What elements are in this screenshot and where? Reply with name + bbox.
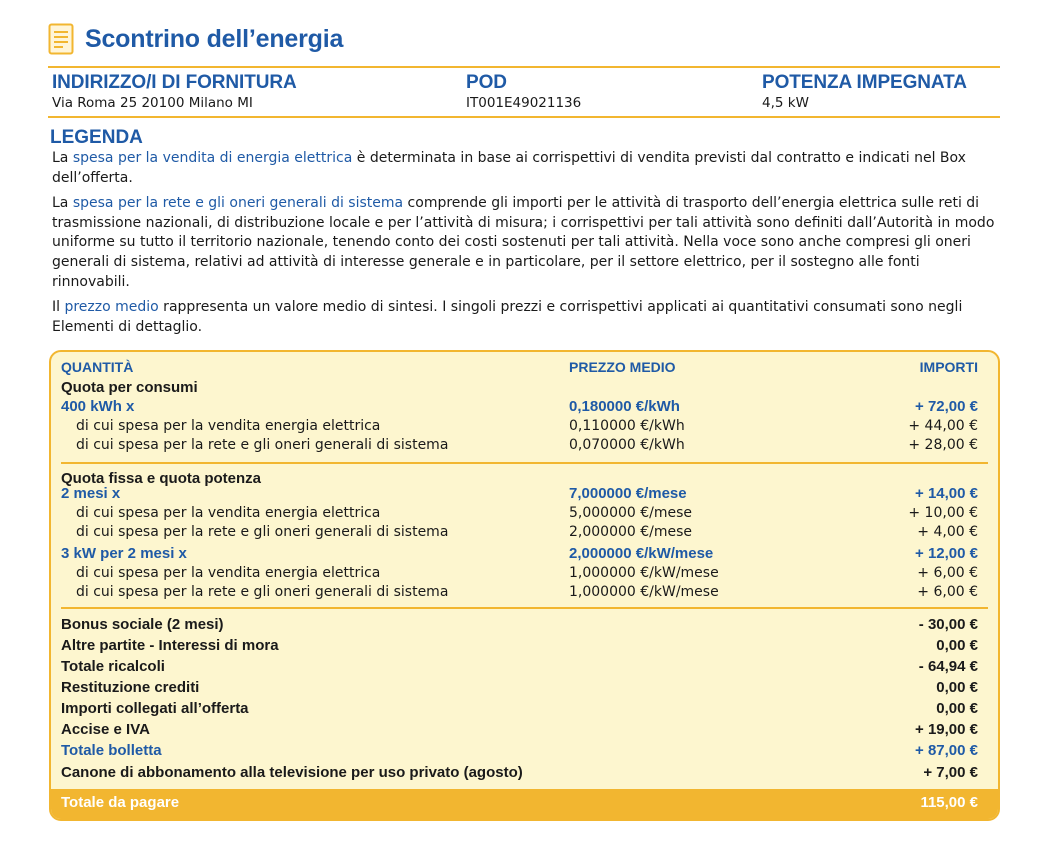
summary-row	[61, 636, 978, 656]
row-quantity: 400 kWh x	[61, 398, 135, 415]
total-to-pay-label: Totale da pagare	[61, 794, 180, 811]
address-label: INDIRIZZO/I DI FORNITURA	[52, 72, 297, 93]
page-title: Scontrino dell’energia	[85, 24, 344, 53]
row-amount: + 28,00 €	[908, 437, 978, 453]
summary-row	[61, 720, 978, 740]
row-quantity: 2 mesi x	[61, 485, 121, 502]
row-price: 5,000000 €/mese	[569, 505, 693, 521]
row-amount: + 6,00 €	[917, 565, 978, 581]
power-value: 4,5 kW	[762, 95, 809, 111]
row-amount: + 12,00 €	[915, 545, 978, 562]
supply-info-bar	[48, 66, 1000, 118]
row-amount: + 6,00 €	[917, 584, 978, 600]
table-row	[61, 582, 978, 602]
summary-label: Restituzione crediti	[61, 679, 200, 696]
total-to-pay-bar	[51, 789, 998, 819]
summary-label: Canone di abbonamento alla televisione per uso privato (agosto)	[61, 764, 523, 781]
summary-row	[61, 699, 978, 719]
pod-label: POD	[466, 72, 507, 93]
legenda-paragraph-average-price	[52, 298, 1000, 337]
table-row	[61, 484, 978, 504]
supply-address	[52, 72, 297, 112]
row-amount: + 72,00 €	[915, 398, 978, 415]
energy-receipt-table	[49, 350, 1000, 821]
legenda-title: LEGENDA	[50, 127, 143, 148]
summary-row	[61, 615, 978, 635]
legenda-paragraph-sale	[52, 149, 1000, 188]
row-price: 0,070000 €/kWh	[569, 437, 685, 453]
row-price: 7,000000 €/mese	[569, 485, 687, 502]
table-row	[61, 503, 978, 523]
legenda-text: è determinata in base ai corrispettivi di vendita previsti dal contratto e indicati nel Box dell’offerta.	[52, 150, 966, 186]
row-quantity: di cui spesa per la rete e gli oneri generali di sistema	[76, 437, 449, 453]
summary-row	[61, 657, 978, 677]
row-quantity: di cui spesa per la vendita energia elettrica	[76, 418, 381, 434]
summary-label: Importi collegati all’offerta	[61, 700, 249, 717]
table-row	[61, 544, 978, 564]
legenda-text: La	[52, 150, 73, 166]
legenda-highlight: spesa per la rete e gli oneri generali di sistema	[72, 195, 404, 212]
summary-label: Altre partite - Interessi di mora	[61, 637, 279, 654]
row-price: 2,000000 €/mese	[569, 524, 693, 540]
page-header	[48, 22, 343, 56]
summary-row	[61, 763, 978, 783]
legenda-text: Il	[52, 299, 65, 316]
row-amount: + 14,00 €	[915, 485, 978, 502]
row-quantity: di cui spesa per la rete e gli oneri generali di sistema	[76, 524, 449, 540]
row-amount: + 4,00 €	[917, 524, 978, 540]
row-price: 0,180000 €/kWh	[569, 398, 680, 415]
power-label: POTENZA IMPEGNATA	[762, 72, 967, 93]
row-quantity: di cui spesa per la vendita energia elettrica	[76, 565, 381, 581]
summary-amount: 0,00 €	[936, 679, 978, 696]
table-row	[61, 397, 978, 417]
row-amount: + 10,00 €	[908, 505, 978, 521]
table-row	[61, 435, 978, 455]
section-title: Quota fissa e quota potenza	[61, 470, 262, 487]
legenda-highlight: spesa per la vendita di energia elettrica	[72, 150, 353, 166]
summary-amount: 0,00 €	[936, 700, 978, 717]
row-price: 1,000000 €/kW/mese	[569, 584, 719, 600]
row-quantity: di cui spesa per la rete e gli oneri generali di sistema	[76, 584, 449, 600]
summary-amount: + 19,00 €	[915, 721, 978, 738]
legenda-paragraph-network	[52, 194, 1000, 292]
col-amount-header: IMPORTI	[919, 359, 978, 375]
row-quantity: 3 kW per 2 mesi x	[61, 545, 187, 562]
summary-row-total-bill	[61, 741, 978, 761]
summary-label: Bonus sociale (2 mesi)	[61, 616, 224, 633]
table-row	[61, 522, 978, 542]
supply-power	[762, 72, 967, 112]
legenda-text: comprende gli importi per le attività di trasporto dell’energia elettrica sulle reti di trasmissione nazionali, di distribuzione locale e per l’attività di misura; i corrispettivi per tali attività sono definiti dall’Autorità in modo uniforme su tutto il territorio nazionale, tenendo conto dei costi sostenuti per tali attività. Nella voce sono anche compresi gli oneri generali di sistema, relativi ad attività di interesse generale e in particolare, per il settore elettrico, per il sostegno alle fonti rinnovabili.	[52, 195, 995, 290]
col-quantity-header: QUANTITÀ	[61, 359, 134, 375]
summary-row	[61, 678, 978, 698]
legenda-highlight: prezzo medio	[64, 299, 159, 316]
pod-value: IT001E49021136	[466, 95, 582, 111]
legenda-section	[50, 127, 1000, 343]
table-row	[61, 563, 978, 583]
row-price: 2,000000 €/kW/mese	[569, 545, 714, 562]
section-divider	[61, 607, 988, 609]
legenda-text: rappresenta un valore medio di sintesi. I singoli prezzi e corrispettivi applicati ai quantitativi consumati sono negli Elementi di dettaglio.	[52, 299, 963, 335]
address-value: Via Roma 25 20100 Milano MI	[52, 95, 253, 111]
col-price-header: PREZZO MEDIO	[569, 359, 676, 375]
summary-label: Totale ricalcoli	[61, 658, 165, 675]
section-divider	[61, 462, 988, 464]
legenda-text: La	[52, 195, 73, 212]
row-price: 1,000000 €/kW/mese	[569, 565, 719, 581]
section-title: Quota per consumi	[61, 379, 198, 396]
summary-amount: + 7,00 €	[923, 764, 978, 781]
summary-amount: - 30,00 €	[918, 616, 978, 633]
row-price: 0,110000 €/kWh	[569, 418, 685, 434]
row-quantity: di cui spesa per la vendita energia elettrica	[76, 505, 381, 521]
table-header	[61, 357, 978, 377]
total-to-pay-amount: 115,00 €	[920, 794, 978, 811]
summary-amount: 0,00 €	[936, 637, 978, 654]
supply-pod	[466, 72, 581, 112]
summary-label: Accise e IVA	[61, 721, 150, 738]
row-amount: + 44,00 €	[908, 418, 978, 434]
receipt-icon	[48, 23, 74, 55]
summary-label: Totale bolletta	[61, 742, 162, 759]
section-title-consumi	[61, 378, 978, 398]
summary-amount: + 87,00 €	[915, 742, 978, 759]
summary-amount: - 64,94 €	[918, 658, 978, 675]
table-row	[61, 416, 978, 436]
